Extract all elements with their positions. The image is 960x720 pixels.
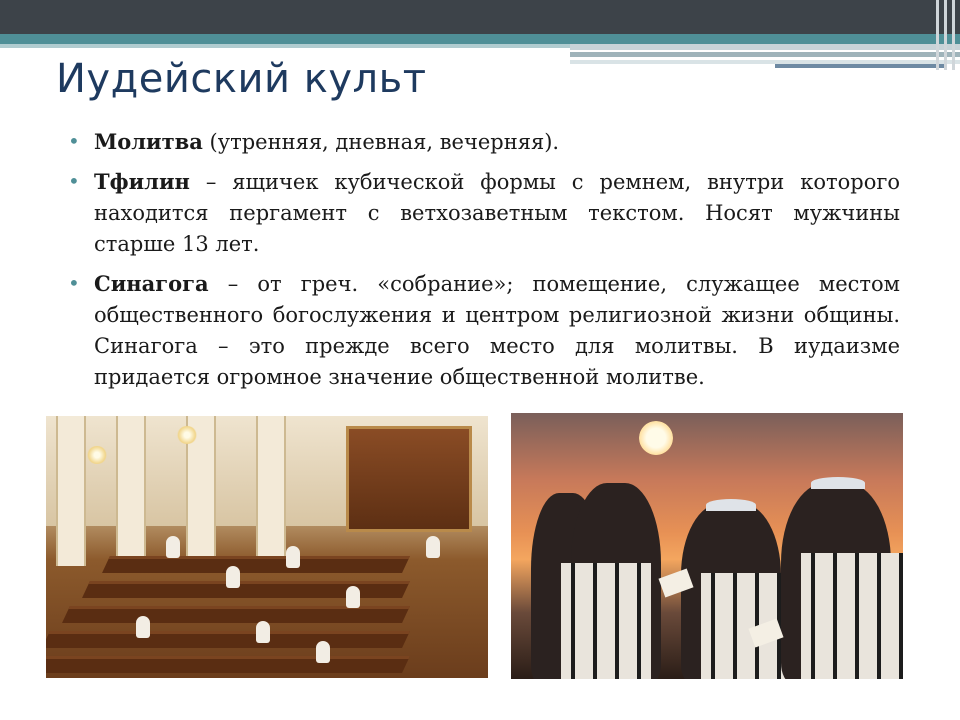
banner-stripe — [570, 52, 960, 57]
banner-stripe — [775, 64, 945, 68]
banner-teal-thin — [0, 44, 570, 48]
photo-column — [56, 416, 86, 566]
bullet-text: – от греч. «собрание»; помещение, служащее местом общественного богослужения и центром религиозной жизни общины. Синагога – это прежде всего место для молитвы. В иудаизме придается огромное значение общественной молитве. — [94, 272, 900, 389]
banner-vline — [936, 0, 939, 70]
bullet-item-prayer — [66, 126, 900, 158]
photo-column — [256, 416, 286, 566]
prayer-at-sunset-photo — [511, 413, 903, 679]
worshipper — [166, 536, 180, 558]
bullet-term: Синагога — [94, 271, 209, 296]
banner-vline — [944, 0, 947, 70]
tallit — [801, 553, 903, 679]
worshipper — [226, 566, 240, 588]
sun — [639, 421, 673, 455]
torah-ark — [346, 426, 472, 532]
bullet-text: – ящичек кубической формы с ремнем, внутри которого находится пергамент с ветхозаветным текстом. Носят мужчины старше 13 лет. — [94, 170, 900, 256]
bullet-item-tefillin — [66, 166, 900, 260]
pew — [102, 556, 410, 573]
slide-title: Иудейский культ — [56, 56, 427, 102]
tallit — [561, 563, 651, 679]
worshipper — [346, 586, 360, 608]
kippah — [811, 477, 865, 489]
banner-teal-band — [0, 34, 960, 44]
kippah — [706, 499, 756, 511]
synagogue-interior-photo — [46, 416, 488, 678]
chandelier — [86, 446, 108, 464]
banner-vline — [952, 0, 955, 70]
bullet-dot: • — [68, 129, 80, 153]
bullet-dot: • — [68, 169, 80, 193]
banner-dark-band — [0, 0, 960, 34]
bullet-text: (утренняя, дневная, вечерняя). — [202, 130, 560, 154]
worshipper — [426, 536, 440, 558]
bullet-term: Тфилин — [94, 169, 190, 194]
worshipper — [256, 621, 270, 643]
pew — [46, 631, 410, 648]
pew — [46, 656, 410, 673]
worshipper — [136, 616, 150, 638]
bullet-dot: • — [68, 271, 80, 295]
photo-column — [116, 416, 146, 566]
pew — [82, 581, 410, 598]
bullet-list — [66, 126, 900, 401]
bullet-term: Молитва — [94, 129, 203, 154]
chandelier — [176, 426, 198, 444]
bullet-item-synagogue — [66, 268, 900, 393]
banner-stripe — [570, 44, 960, 50]
pew — [62, 606, 410, 623]
worshipper — [316, 641, 330, 663]
worshipper — [286, 546, 300, 568]
